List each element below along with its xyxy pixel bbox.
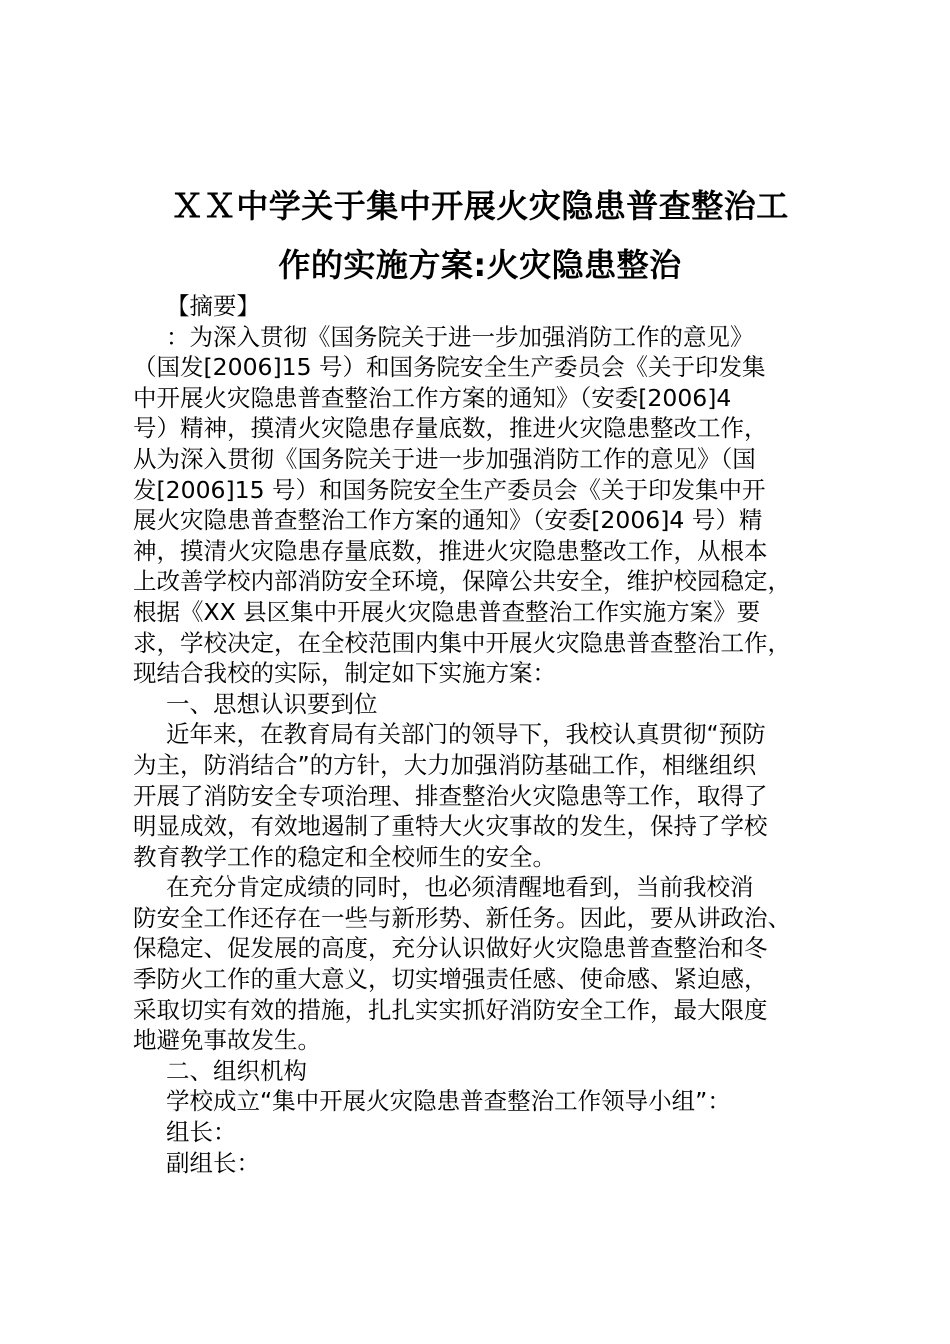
intro-line: 根据《XX 县区集中开展火灾隐患普查整治工作实施方案》要 (133, 597, 761, 626)
intro-line: 神，摸清火灾隐患存量底数，推进火灾隐患整改工作，从根本 (133, 536, 768, 565)
section-2-heading: 二、组织机构 (166, 1056, 307, 1085)
intro-line: （国发[2006]15 号）和国务院安全生产委员会《关于印发集 (133, 353, 766, 382)
section-1-para-2-line: 保稳定、促发展的高度，充分认识做好火灾隐患普查整治和冬 (133, 934, 768, 963)
section-1-para-2-line: 防安全工作还存在一些与新形势、新任务。因此，要从讲政治、 (133, 903, 791, 932)
deputy-leader-label: 副组长： (166, 1148, 260, 1177)
section-1-heading: 一、思想认识要到位 (166, 689, 378, 718)
section-1-para-2-line: 在充分肯定成绩的同时，也必须清醒地看到，当前我校消 (166, 873, 754, 902)
intro-line: 展火灾隐患普查整治工作方案的通知》（安委[2006]4 号）精 (133, 506, 763, 535)
intro-line: 从为深入贯彻《国务院关于进一步加强消防工作的意见》（国 (133, 444, 756, 473)
intro-line: 号）精神，摸清火灾隐患存量底数，推进火灾隐患整改工作， (133, 414, 768, 443)
section-1-para-2-line: 季防火工作的重大意义，切实增强责任感、使命感、紧迫感， (133, 965, 768, 994)
intro-line: 现结合我校的实际，制定如下实施方案： (133, 659, 556, 688)
section-2-text: 学校成立“集中开展火灾隐患普查整治工作领导小组”： (166, 1087, 731, 1116)
abstract-label: 【摘要】 (166, 292, 260, 320)
intro-line: 发[2006]15 号）和国务院安全生产委员会《关于印发集中开 (133, 475, 766, 504)
section-1-para-1-line: 为主，防消结合”的方针，大力加强消防基础工作，相继组织 (133, 750, 757, 779)
intro-line: ：为深入贯彻《国务院关于进一步加强消防工作的意见》 (166, 322, 754, 351)
section-1-para-1-line: 近年来，在教育局有关部门的领导下，我校认真贯彻“预防 (166, 720, 766, 749)
document-body (133, 291, 853, 1178)
document-title-line-2: 作的实施方案:火灾隐患整治 (278, 246, 682, 284)
intro-line: 求，学校决定，在全校范围内集中开展火灾隐患普查整治工作， (133, 628, 791, 657)
section-1-para-1-line: 明显成效，有效地遏制了重特大火灾事故的发生，保持了学校 (133, 812, 768, 841)
leader-label: 组长： (166, 1118, 237, 1147)
intro-line: 上改善学校内部消防安全环境，保障公共安全，维护校园稳定， (133, 567, 791, 596)
section-1-para-2-line: 地避免事故发生。 (133, 1026, 321, 1055)
section-1-para-1-line: 教育教学工作的稳定和全校师生的安全。 (133, 842, 556, 871)
section-1-para-2-line: 采取切实有效的措施，扎扎实实抓好消防安全工作，最大限度 (133, 995, 768, 1024)
section-1-para-1-line: 开展了消防安全专项治理、排查整治火灾隐患等工作，取得了 (133, 781, 768, 810)
intro-line: 中开展火灾隐患普查整治工作方案的通知》（安委[2006]4 (133, 383, 732, 412)
document-title-line-1: ＸＸ中学关于集中开展火灾隐患普查整治工 (171, 187, 789, 225)
